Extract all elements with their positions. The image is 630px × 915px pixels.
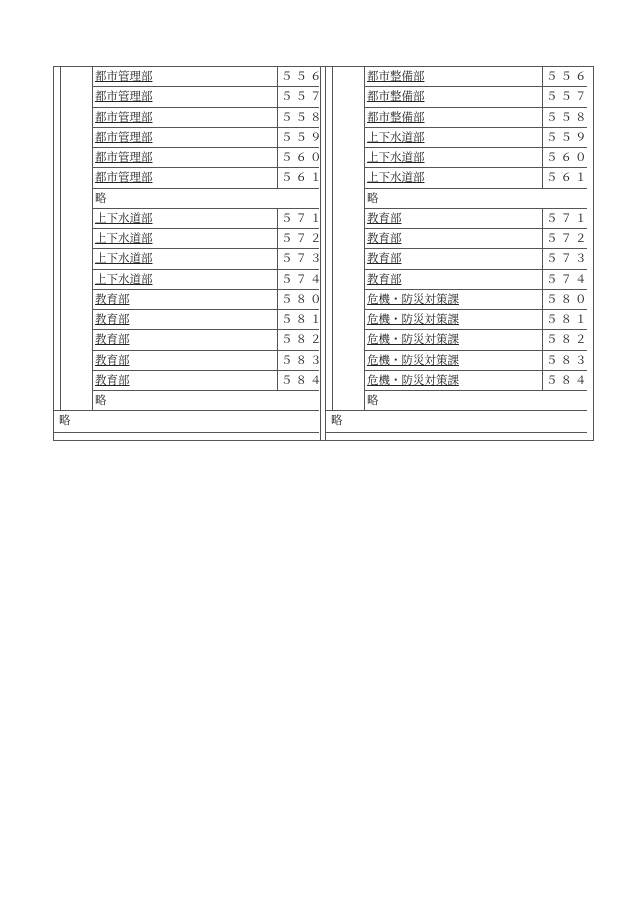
item-number: ５７２ (281, 231, 325, 245)
department-name: 教育部 (95, 332, 130, 347)
item-number: ５７４ (546, 271, 590, 286)
item-number: ５６０ (281, 150, 325, 164)
table-row (53, 228, 325, 248)
department-name: 上下水道部 (367, 129, 425, 144)
department-name: 教育部 (367, 231, 402, 245)
item-number: ５５９ (281, 129, 325, 144)
number-column-border (542, 370, 543, 390)
item-number: ５６１ (281, 170, 325, 185)
item-number: ５５６ (281, 69, 325, 83)
department-name: 危機・防災対策課 (367, 372, 459, 387)
item-number: ５７３ (546, 251, 590, 266)
item-number: ５５８ (281, 109, 325, 124)
department-name: 教育部 (95, 372, 130, 387)
department-name: 上下水道部 (95, 231, 153, 245)
number-column-border (542, 269, 543, 289)
number-column-border (277, 167, 278, 187)
department-name: 上下水道部 (95, 251, 153, 266)
table-row (53, 350, 325, 370)
table-row (325, 309, 590, 329)
table-row (325, 350, 590, 370)
department-name: 都市整備部 (367, 109, 425, 124)
left-table-old (53, 66, 325, 441)
number-column-border (542, 147, 543, 167)
item-number: ５７１ (546, 210, 590, 225)
table-row (53, 188, 319, 208)
number-column-border (542, 167, 543, 187)
department-name: 教育部 (367, 271, 402, 286)
number-column-border (542, 208, 543, 228)
number-column-border (277, 309, 278, 329)
omission-marker: 略 (95, 190, 107, 205)
table-row (53, 167, 325, 187)
item-number: ５５８ (546, 109, 590, 124)
table-row (325, 127, 590, 147)
item-number: ５８０ (281, 291, 325, 306)
table-row (53, 127, 325, 147)
number-column-border (277, 329, 278, 349)
table-row (325, 228, 590, 248)
item-number: ５６０ (546, 150, 590, 164)
department-name: 都市管理部 (95, 170, 153, 185)
table-row (53, 269, 325, 289)
item-number: ５８４ (281, 372, 325, 387)
department-name: 危機・防災対策課 (367, 312, 459, 326)
table-row (325, 269, 590, 289)
number-column-border (277, 228, 278, 248)
department-name: 都市整備部 (367, 69, 425, 83)
item-number: ５８４ (546, 372, 590, 387)
number-column-border (542, 127, 543, 147)
department-name: 都市管理部 (95, 89, 153, 104)
item-number: ５７２ (546, 231, 590, 245)
table-row (325, 370, 590, 390)
table-row (325, 188, 587, 208)
footer-top-border (53, 410, 319, 411)
department-name: 上下水道部 (367, 170, 425, 185)
table-row (325, 390, 587, 410)
number-column-border (277, 350, 278, 370)
table-row (53, 208, 325, 228)
table-row (53, 309, 325, 329)
table-row (53, 289, 325, 309)
item-number: ５５６ (546, 69, 590, 83)
table-row (325, 66, 590, 86)
table-row (325, 147, 590, 167)
department-name: 上下水道部 (95, 210, 153, 225)
table-row (325, 248, 590, 268)
table-row (53, 390, 319, 410)
number-column-border (277, 66, 278, 86)
table-row (53, 329, 325, 349)
item-number: ５５７ (546, 89, 590, 104)
number-column-border (277, 127, 278, 147)
number-column-border (542, 107, 543, 127)
table-row (325, 289, 590, 309)
number-column-border (542, 329, 543, 349)
item-number: ５６１ (546, 170, 590, 185)
department-name: 教育部 (367, 251, 402, 266)
item-number: ５８３ (546, 352, 590, 367)
number-column-border (277, 289, 278, 309)
footer-omission-marker: 略 (59, 413, 71, 428)
department-name: 危機・防災対策課 (367, 352, 459, 367)
table-row (325, 86, 590, 106)
department-name: 教育部 (95, 291, 130, 306)
number-column-border (542, 350, 543, 370)
department-name: 危機・防災対策課 (367, 332, 459, 347)
item-number: ５５９ (546, 129, 590, 144)
table-row (53, 66, 325, 86)
table-row (53, 248, 325, 268)
item-number: ５７３ (281, 251, 325, 266)
number-column-border (542, 248, 543, 268)
number-column-border (277, 248, 278, 268)
item-number: ５８０ (546, 291, 590, 306)
number-column-border (277, 86, 278, 106)
footer-omission-marker: 略 (331, 413, 343, 428)
table-row (53, 147, 325, 167)
number-column-border (542, 66, 543, 86)
number-column-border (277, 107, 278, 127)
footer-top-border (325, 410, 587, 411)
department-name: 都市管理部 (95, 129, 153, 144)
department-name: 上下水道部 (367, 150, 425, 164)
department-name: 都市管理部 (95, 150, 153, 164)
omission-marker: 略 (367, 190, 379, 205)
item-number: ５８３ (281, 352, 325, 367)
number-column-border (542, 228, 543, 248)
department-name: 危機・防災対策課 (367, 291, 459, 306)
number-column-border (277, 269, 278, 289)
number-column-border (277, 208, 278, 228)
table-row (325, 208, 590, 228)
number-column-border (277, 147, 278, 167)
footer-bottom-border (53, 432, 319, 433)
number-column-border (277, 370, 278, 390)
item-number: ５５７ (281, 89, 325, 104)
footer-bottom-border (325, 432, 587, 433)
table-row (53, 86, 325, 106)
department-name: 都市整備部 (367, 89, 425, 104)
department-name: 上下水道部 (95, 271, 153, 286)
number-column-border (542, 309, 543, 329)
department-name: 都市管理部 (95, 69, 153, 83)
department-name: 都市管理部 (95, 109, 153, 124)
item-number: ５８２ (546, 332, 590, 347)
table-row (325, 329, 590, 349)
omission-marker: 略 (95, 393, 107, 407)
item-number: ５７１ (281, 210, 325, 225)
department-name: 教育部 (95, 352, 130, 367)
right-table-new (325, 66, 594, 441)
table-row (53, 370, 325, 390)
item-number: ５８１ (546, 312, 590, 326)
table-row (325, 107, 590, 127)
item-number: ５８１ (281, 312, 325, 326)
number-column-border (542, 289, 543, 309)
number-column-border (542, 86, 543, 106)
table-row (325, 167, 590, 187)
item-number: ５８２ (281, 332, 325, 347)
department-name: 教育部 (367, 210, 402, 225)
item-number: ５７４ (281, 271, 325, 286)
omission-marker: 略 (367, 393, 379, 407)
table-row (53, 107, 325, 127)
department-name: 教育部 (95, 312, 130, 326)
